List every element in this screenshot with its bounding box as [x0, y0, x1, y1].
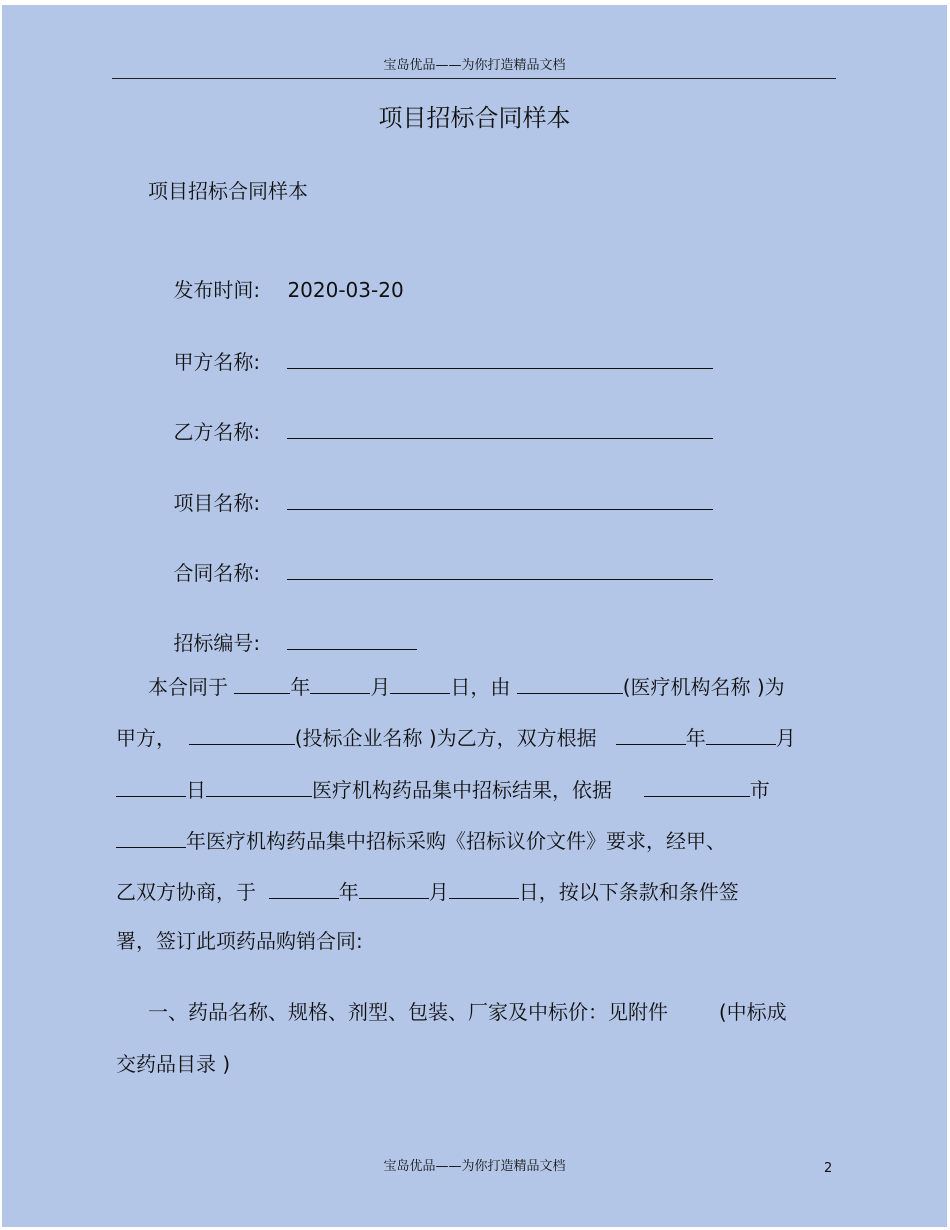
- para-text: 年: [685, 726, 706, 750]
- party-b-blank[interactable]: [287, 416, 713, 439]
- year-blank[interactable]: [616, 722, 686, 745]
- subtitle: 项目招标合同样本: [148, 179, 308, 203]
- day-blank[interactable]: [449, 876, 519, 899]
- para-text: 本合同于: [148, 675, 228, 699]
- day-blank[interactable]: [116, 774, 186, 797]
- para-text: 年: [290, 675, 311, 699]
- contract-name-blank[interactable]: [287, 557, 713, 580]
- month-blank[interactable]: [359, 876, 429, 899]
- year-blank[interactable]: [269, 876, 339, 899]
- para1-line6: [116, 927, 363, 955]
- para2-line2: [116, 1050, 230, 1078]
- para1-line2: [116, 722, 796, 752]
- page-footer: 宝岛优品——为你打造精品文档: [383, 1159, 566, 1174]
- para-text: 医疗机构药品集中招标结果，依据: [312, 778, 612, 802]
- para-text: 日: [186, 778, 206, 802]
- project-name-blank[interactable]: [287, 487, 713, 510]
- party-a-blank[interactable]: [287, 346, 713, 369]
- para-text: 月: [775, 726, 796, 750]
- para1-line5: [116, 876, 739, 906]
- month-blank[interactable]: [310, 671, 370, 694]
- para-text: 一、药品名称、规格、剂型、包装、厂家及中标价：见附件: [148, 1000, 668, 1024]
- medical-institution-blank[interactable]: [517, 671, 623, 694]
- para-text: 月: [428, 880, 449, 904]
- party-a-label: 甲方名称:: [173, 350, 261, 374]
- page-number: 2: [824, 1161, 833, 1176]
- page-header: 宝岛优品——为你打造精品文档: [383, 58, 566, 73]
- para-text: 交药品目录 ): [116, 1052, 231, 1076]
- release-date-label: 发布时间:: [173, 278, 261, 302]
- contract-name-label: 合同名称:: [173, 561, 261, 585]
- para-text: 年医疗机构药品集中招标采购《招标议价文件》要求，经甲、: [186, 829, 726, 853]
- para1-line4: [116, 825, 726, 855]
- bidder-blank[interactable]: [189, 722, 295, 745]
- para1-line1: [148, 671, 785, 701]
- para-text: 日，由: [450, 675, 511, 699]
- para-text: 月: [370, 675, 391, 699]
- para-text: 市: [749, 778, 770, 802]
- month-blank[interactable]: [706, 722, 776, 745]
- header-rule: [112, 78, 836, 79]
- para-text: 年: [338, 880, 359, 904]
- document-page: [2, 5, 947, 1227]
- release-date-value: 2020-03-20: [287, 278, 404, 302]
- para-text: (投标企业名称 )为乙方，双方根据: [294, 726, 597, 750]
- para-text: 甲方，: [116, 726, 176, 750]
- day-blank[interactable]: [390, 671, 450, 694]
- document-title: 项目招标合同样本: [378, 104, 571, 132]
- para-text: 署，签订此项药品购销合同:: [116, 929, 363, 953]
- para-text: 乙双方协商，于: [116, 880, 256, 904]
- para-text: (医疗机构名称 )为: [622, 675, 785, 699]
- party-b-label: 乙方名称:: [173, 420, 261, 444]
- city-blank[interactable]: [644, 774, 750, 797]
- para-text: (中标成: [718, 1000, 787, 1024]
- year-blank[interactable]: [234, 671, 290, 694]
- para1-line3: [116, 774, 770, 804]
- project-name-label: 项目名称:: [173, 491, 261, 515]
- year-blank[interactable]: [116, 825, 186, 848]
- para2-line1: [148, 998, 787, 1026]
- tender-number-blank[interactable]: [287, 627, 417, 650]
- institution-blank[interactable]: [206, 774, 312, 797]
- para-text: 日，按以下条款和条件签: [518, 880, 739, 904]
- tender-number-label: 招标编号:: [173, 631, 261, 655]
